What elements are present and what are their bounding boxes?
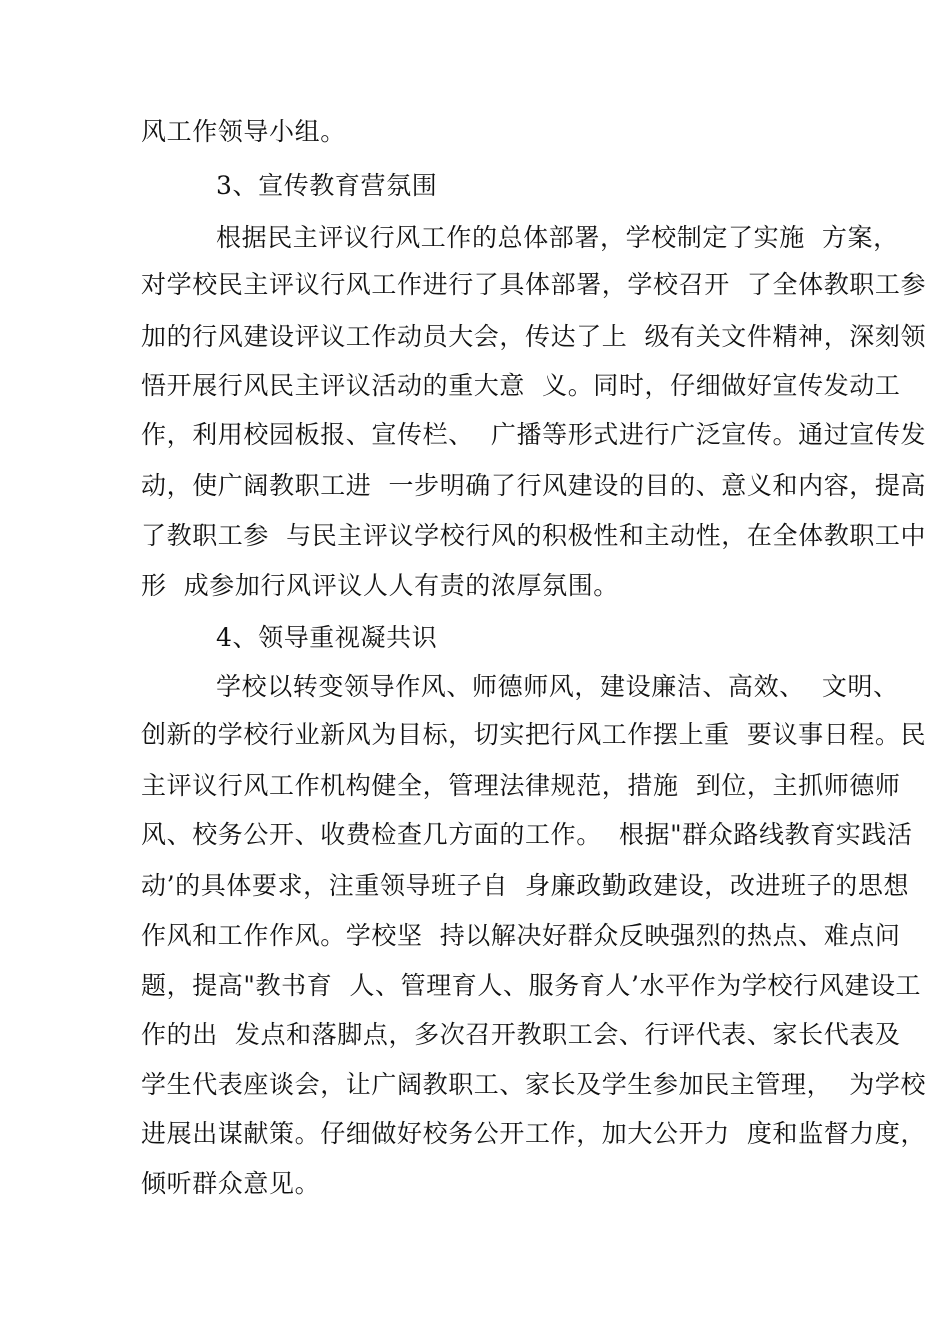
text-line: 进展出谋献策。仔细做好校务公开工作，加大公开力 度和监督力度， [141, 1119, 927, 1148]
text-line: 了教职工参 与民主评议学校行风的积极性和主动性，在全体教职工中 [141, 521, 927, 550]
text-line: 风、校务公开、收费检查几方面的工作。 根据"群众路线教育实践活 [141, 820, 913, 849]
text-line: 作的出 发点和落脚点，多次召开教职工会、行评代表、家长代表及 [141, 1020, 901, 1049]
text-line: 加的行风建设评议工作动员大会，传达了上 级有关文件精神，深刻领 [141, 322, 927, 351]
paragraph-continuation: 风工作领导小组。 [141, 117, 346, 146]
text-line: 悟开展行风民主评议活动的重大意 义。同时，仔细做好宣传发动工 [141, 371, 901, 400]
text-line: 根据民主评议行风工作的总体部署，学校制定了实施 方案， [216, 223, 899, 252]
text-line: 作风和工作作风。学校坚 持以解决好群众反映强烈的热点、难点问 [141, 921, 901, 950]
text-line: 形 成参加行风评议人人有责的浓厚氛围。 [141, 571, 619, 600]
text-line: 对学校民主评议行风工作进行了具体部署，学校召开 了全体教职工参 [141, 270, 927, 299]
text-line: 主评议行风工作机构健全，管理法律规范，措施 到位，主抓师德师 [141, 771, 901, 800]
text-line: 创新的学校行业新风为目标，切实把行风工作摆上重 要议事日程。民 [141, 720, 927, 749]
text-line: 题，提高"教书育 人、管理育人、服务育人’水平作为学校行风建设工 [141, 971, 922, 1000]
text-line: 动，使广阔教职工进 一步明确了行风建设的目的、意义和内容，提高 [141, 471, 927, 500]
text-line: 学校以转变领导作风、师德师风，建设廉洁、高效、 文明、 [216, 672, 899, 701]
text-line: 作，利用校园板报、宣传栏、 广播等形式进行广泛宣传。通过宣传发 [141, 420, 927, 449]
text-line: 倾听群众意见。 [141, 1169, 321, 1198]
text-line: 学生代表座谈会，让广阔教职工、家长及学生参加民主管理， 为学校 [141, 1070, 927, 1099]
section-heading-4: 4、领导重视凝共识 [216, 623, 438, 652]
text-line: 动’的具体要求，注重领导班子自 身廉政勤政建设，改进班子的思想 [141, 871, 910, 900]
section-heading-3: 3、宣传教育营氛围 [216, 171, 438, 200]
